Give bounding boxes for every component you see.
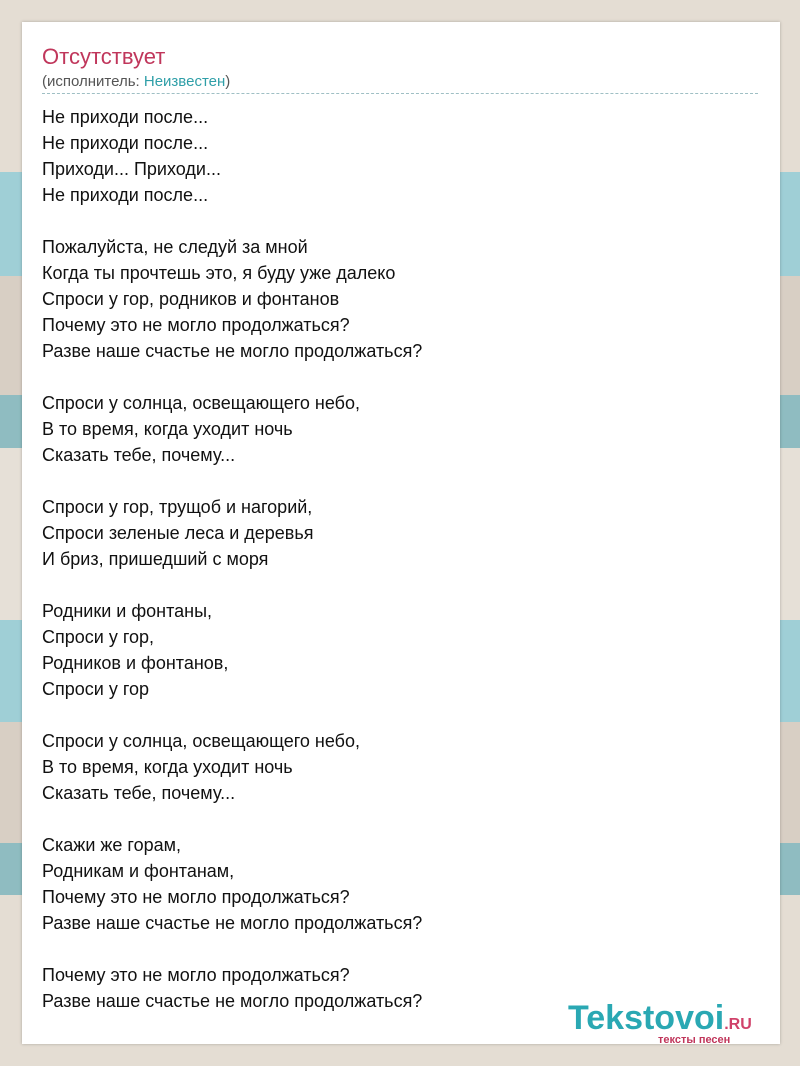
artist-line — [42, 73, 230, 91]
lyric-line: Не приходи после... — [42, 185, 209, 205]
lyric-line: Почему это не могло продолжаться? — [42, 965, 350, 985]
stanza — [42, 494, 758, 572]
stanza — [42, 598, 758, 702]
stanza — [42, 390, 758, 468]
logo-tld: .RU — [724, 1016, 752, 1033]
artist-link[interactable]: Неизвестен — [143, 73, 226, 90]
site-logo[interactable] — [568, 1000, 778, 1044]
stanza — [42, 832, 758, 936]
logo-name: Tekstovoi — [568, 999, 725, 1037]
lyrics-sheet — [22, 22, 780, 1044]
lyric-line: Приходи... Приходи... — [42, 159, 221, 179]
artist-suffix: ) — [225, 73, 231, 90]
lyric-line: В то время, когда уходит ночь — [42, 419, 293, 439]
lyric-line: Когда ты прочтешь это, я буду уже далеко — [42, 263, 396, 283]
lyric-line: Спроси у гор, — [42, 627, 155, 647]
lyric-line: Родникам и фонтанам, — [42, 861, 235, 881]
lyric-line: Почему это не могло продолжаться? — [42, 887, 350, 907]
lyric-line: Скажи же горам, — [42, 835, 182, 855]
artist-prefix: (исполнитель: — [42, 73, 144, 90]
stanza — [42, 104, 758, 208]
lyric-line: Пожалуйста, не следуй за мной — [42, 237, 308, 257]
lyric-line: Спроси у солнца, освещающего небо, — [42, 731, 360, 751]
lyric-line: Сказать тебе, почему... — [42, 445, 236, 465]
lyric-line: Спроси зеленые леса и деревья — [42, 523, 314, 543]
lyric-line: Разве наше счастье не могло продолжаться? — [42, 991, 423, 1011]
lyric-line: Спроси у гор, трущоб и нагорий, — [42, 497, 313, 517]
lyric-line: Родников и фонтанов, — [42, 653, 229, 673]
song-title: Отсутствует — [42, 44, 166, 69]
lyric-line: Не приходи после... — [42, 107, 209, 127]
logo-tagline: тексты песен — [658, 1034, 731, 1046]
lyric-line: Родники и фонтаны, — [42, 601, 213, 621]
lyric-line: Почему это не могло продолжаться? — [42, 315, 350, 335]
stanza — [42, 234, 758, 364]
lyric-line: Сказать тебе, почему... — [42, 783, 236, 803]
lyric-line: Не приходи после... — [42, 133, 209, 153]
lyrics-body — [42, 104, 758, 1014]
lyric-line: Спроси у солнца, освещающего небо, — [42, 393, 360, 413]
lyric-line: И бриз, пришедший с моря — [42, 549, 269, 569]
lyric-line: В то время, когда уходит ночь — [42, 757, 293, 777]
lyric-line: Разве наше счастье не могло продолжаться? — [42, 341, 423, 361]
stanza — [42, 728, 758, 806]
lyric-line: Спроси у гор, родников и фонтанов — [42, 289, 340, 309]
divider — [42, 93, 758, 94]
lyric-line: Разве наше счастье не могло продолжаться? — [42, 913, 423, 933]
lyric-line: Спроси у гор — [42, 679, 150, 699]
